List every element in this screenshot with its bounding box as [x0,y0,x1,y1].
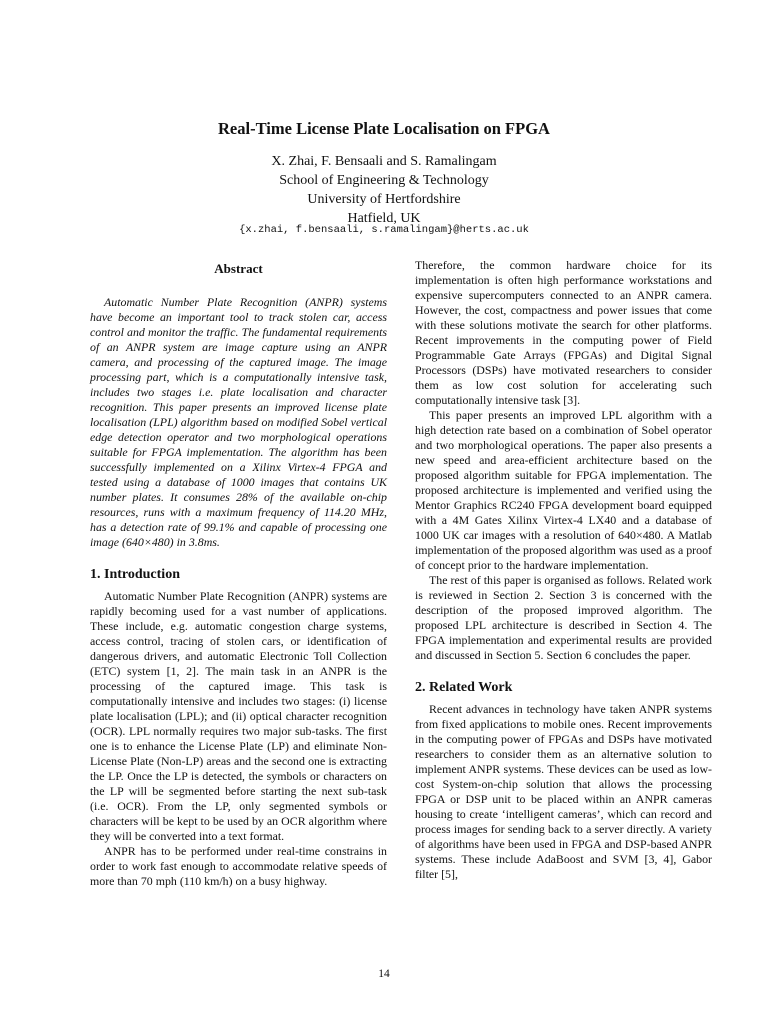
introduction-paragraph-2: ANPR has to be performed under real-time constrains in order to work fast enough to accommodate relative speeds of more than 70 mph (110 km/h) on a busy highway. [90,844,387,888]
affiliation-school: School of Engineering & Technology [279,173,489,188]
page-number: 14 [378,968,390,980]
introduction-heading: 1. Introduction [90,567,180,582]
affiliation-location: Hatfield, UK [347,211,421,226]
related-work-paragraph-1: Recent advances in technology have taken ANPR systems from fixed applications to mobile ones. Recent improvements in the computing power of FPGAs and DSPs have motivated researchers to consider them as an alternative solution to implement ANPR systems. These devices can be used as low-cost System-on-chip solution that allows the processing FPGA or DSP unit to be placed within an ANPR cameras housing to create ‘intelligent cameras’, which can record and process images for sending back to a server directly. A variety of algorithms have been used in FPGA and DSP-based ANPR systems. These include AdaBoost and SVM [3, 4], Gabor filter [5], [415,702,712,881]
abstract-text: Automatic Number Plate Recognition (ANPR) systems have become an important tool to track stolen car, access control and monitor the traffic. The fundamental requirements of an ANPR system are image capture using an ANPR camera, and processing of the captured image. The image processing part, which is a computationally intensive task, includes two stages i.e. plate localisation and character recognition. This paper presents an improved license plate localisation (LPL) algorithm based on modified Sobel vertical edge detection operator and two morphological operations suitable for FPGA implementation. The algorithm has been successfully implemented on a Xilinx Virtex-4 FPGA and tested using a database of 1000 images that contains UK number plates. It consumes 28% of the available on-chip resources, runs with a maximum frequency of 114.20 MHz, has a detection rate of 99.1% and capable of processing one image (640×480) in 3.8ms. [90,295,387,549]
author-names: X. Zhai, F. Bensaali and S. Ramalingam [271,154,497,169]
related-work-heading: 2. Related Work [415,680,513,695]
abstract-heading: Abstract [214,261,263,276]
paper-title: Real-Time License Plate Localisation on FPGA [218,119,550,138]
left-column [90,258,387,889]
introduction-paragraph-4: This paper presents an improved LPL algorithm with a high detection rate based on a combination of Sobel operator and two morphological operations. The paper also presents a new speed and area-efficient architecture based on the proposed algorithm suitable for FPGA implementation. The proposed architecture is implemented and verified using the Mentor Graphics RC240 FPGA development board equipped with a 4M Gates Xilinx Virtex-4 LX40 and a database of 1000 UK car images with a resolution of 640×480. A Matlab implementation of the proposed algorithm was used as a proof of concept prior to the hardware implementation. [415,408,712,572]
introduction-paragraph-1: Automatic Number Plate Recognition (ANPR) systems are rapidly becoming used for a vast number of applications. These include, e.g. automatic congestion charge systems, access control, tracing of stolen cars, or identification of dangerous drivers, and automatic Electronic Toll Collection (ETC) system [1, 2]. The main task in an ANPR is the processing of the captured image. This task is computationally intensive and includes two stages: (i) license plate localisation (LPL); and (ii) optical character recognition (OCR). LPL normally requires two major sub-tasks. The first one is to enhance the License Plate (LP) and eliminate Non-License Plate (Non-LP) areas and the second one is extracting the LP. Once the LP is detected, the symbols or characters on the LP will be segmented before starting the next sub-task (i.e. OCR). From the LP, only segmented symbols or characters will be kept to be used by an OCR algorithm where they will be converted into a text format. [90,589,387,843]
affiliation-university: University of Hertfordshire [307,192,461,207]
author-block [0,152,768,228]
author-emails: {x.zhai, f.bensaali, s.ramalingam}@herts.ac.uk [239,224,529,236]
right-column [415,258,712,882]
introduction-paragraph-3: Therefore, the common hardware choice for its implementation is often high performance workstations and expensive supercomputers connected to an ANPR camera. However, the cost, compactness and power issues that come with these solutions motivate the search for other platforms. Recent improvements in the computing power of Field Programmable Gate Arrays (FPGAs) and Digital Signal Processors (DSPs) have motivated researchers to consider them as low cost solution for accelerating such computationally intensive task [3]. [415,258,712,407]
introduction-paragraph-5: The rest of this paper is organised as follows. Related work is reviewed in Section 2. Section 3 is concerned with the description of the proposed improved algorithm. The proposed LPL architecture is described in Section 4. The FPGA implementation and experimental results are provided and discussed in Section 5. Section 6 concludes the paper. [415,573,712,662]
